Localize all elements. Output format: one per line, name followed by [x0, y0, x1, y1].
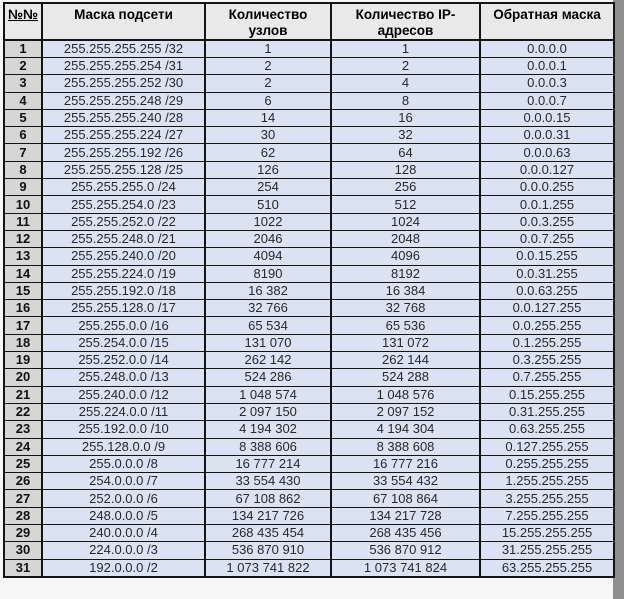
- host-count-cell: 16 777 214: [205, 455, 331, 472]
- subnet-mask-cell: 255.192.0.0 /10: [42, 421, 205, 438]
- row-number-cell: 29: [4, 525, 42, 542]
- ip-count-cell: 2048: [331, 230, 480, 247]
- ip-count-cell: 4: [331, 75, 480, 92]
- subnet-mask-cell: 255.240.0.0 /12: [42, 386, 205, 403]
- table-row: [4, 421, 614, 438]
- subnet-mask-cell: 255.255.128.0 /17: [42, 300, 205, 317]
- row-number-cell: 14: [4, 265, 42, 282]
- host-count-cell: 2: [205, 58, 331, 75]
- table-row: [4, 196, 614, 213]
- ip-count-cell: 67 108 864: [331, 490, 480, 507]
- row-number-cell: 7: [4, 144, 42, 161]
- wildcard-mask-cell: 0.255.255.255: [480, 455, 614, 472]
- row-number-cell: 20: [4, 369, 42, 386]
- table-row: [4, 282, 614, 299]
- table-row: [4, 248, 614, 265]
- host-count-cell: 62: [205, 144, 331, 161]
- column-header-number: №№: [4, 3, 42, 40]
- subnet-mask-cell: 224.0.0.0 /3: [42, 542, 205, 559]
- subnet-mask-cell: 252.0.0.0 /6: [42, 490, 205, 507]
- header-row: [4, 3, 614, 40]
- subnet-mask-cell: 255.255.248.0 /21: [42, 230, 205, 247]
- subnet-mask-cell: 255.255.224.0 /19: [42, 265, 205, 282]
- host-count-cell: 16 382: [205, 282, 331, 299]
- ip-count-cell: 512: [331, 196, 480, 213]
- ip-count-cell: 1 048 576: [331, 386, 480, 403]
- table-row: [4, 369, 614, 386]
- subnet-mask-cell: 255.255.240.0 /20: [42, 248, 205, 265]
- subnet-mask-cell: 255.255.255.252 /30: [42, 75, 205, 92]
- row-number-cell: 31: [4, 559, 42, 577]
- wildcard-mask-cell: 0.0.1.255: [480, 196, 614, 213]
- wildcard-mask-cell: 0.0.127.255: [480, 300, 614, 317]
- ip-count-cell: 131 072: [331, 334, 480, 351]
- ip-count-cell: 8: [331, 92, 480, 109]
- host-count-cell: 2: [205, 75, 331, 92]
- table-row: [4, 525, 614, 542]
- row-number-cell: 18: [4, 334, 42, 351]
- table-row: [4, 473, 614, 490]
- row-number-cell: 4: [4, 92, 42, 109]
- table-row: [4, 179, 614, 196]
- host-count-cell: 131 070: [205, 334, 331, 351]
- ip-count-cell: 16: [331, 109, 480, 126]
- host-count-cell: 1 073 741 822: [205, 559, 331, 577]
- wildcard-mask-cell: 0.7.255.255: [480, 369, 614, 386]
- wildcard-mask-cell: 0.0.15.255: [480, 248, 614, 265]
- host-count-cell: 65 534: [205, 317, 331, 334]
- ip-count-cell: 2 097 152: [331, 403, 480, 420]
- wildcard-mask-cell: 0.0.0.127: [480, 161, 614, 178]
- subnet-mask-cell: 255.0.0.0 /8: [42, 455, 205, 472]
- ip-count-cell: 134 217 728: [331, 507, 480, 524]
- ip-count-cell: 16 777 216: [331, 455, 480, 472]
- wildcard-mask-cell: 0.0.255.255: [480, 317, 614, 334]
- table-row: [4, 265, 614, 282]
- wildcard-mask-cell: 0.0.0.31: [480, 127, 614, 144]
- table-row: [4, 455, 614, 472]
- table-row: [4, 559, 614, 577]
- host-count-cell: 8 388 606: [205, 438, 331, 455]
- row-number-cell: 25: [4, 455, 42, 472]
- host-count-cell: 524 286: [205, 369, 331, 386]
- ip-count-cell: 65 536: [331, 317, 480, 334]
- column-header-subnet-mask: Маска подсети: [42, 3, 205, 40]
- wildcard-mask-cell: 0.0.7.255: [480, 230, 614, 247]
- wildcard-mask-cell: 0.0.0.255: [480, 179, 614, 196]
- ip-count-cell: 4096: [331, 248, 480, 265]
- row-number-cell: 5: [4, 109, 42, 126]
- ip-count-cell: 16 384: [331, 282, 480, 299]
- row-number-cell: 24: [4, 438, 42, 455]
- row-number-cell: 11: [4, 213, 42, 230]
- wildcard-mask-cell: 31.255.255.255: [480, 542, 614, 559]
- ip-count-cell: 536 870 912: [331, 542, 480, 559]
- host-count-cell: 2046: [205, 230, 331, 247]
- wildcard-mask-cell: 0.3.255.255: [480, 352, 614, 369]
- host-count-cell: 134 217 726: [205, 507, 331, 524]
- subnet-mask-cell: 254.0.0.0 /7: [42, 473, 205, 490]
- wildcard-mask-cell: 0.127.255.255: [480, 438, 614, 455]
- host-count-cell: 1022: [205, 213, 331, 230]
- wildcard-mask-cell: 0.0.0.0: [480, 40, 614, 58]
- table-header: [4, 3, 614, 40]
- host-count-cell: 2 097 150: [205, 403, 331, 420]
- table-row: [4, 58, 614, 75]
- subnet-mask-cell: 248.0.0.0 /5: [42, 507, 205, 524]
- subnet-mask-cell: 255.255.254.0 /23: [42, 196, 205, 213]
- row-number-cell: 30: [4, 542, 42, 559]
- ip-count-cell: 268 435 456: [331, 525, 480, 542]
- ip-count-cell: 1024: [331, 213, 480, 230]
- wildcard-mask-cell: 0.0.0.63: [480, 144, 614, 161]
- row-number-cell: 6: [4, 127, 42, 144]
- table-row: [4, 300, 614, 317]
- table-row: [4, 438, 614, 455]
- wildcard-mask-cell: 7.255.255.255: [480, 507, 614, 524]
- subnet-mask-cell: 255.255.255.255 /32: [42, 40, 205, 58]
- host-count-cell: 262 142: [205, 352, 331, 369]
- subnet-mask-cell: 240.0.0.0 /4: [42, 525, 205, 542]
- wildcard-mask-cell: 0.15.255.255: [480, 386, 614, 403]
- wildcard-mask-cell: 0.0.0.1: [480, 58, 614, 75]
- subnet-mask-cell: 255.252.0.0 /14: [42, 352, 205, 369]
- wildcard-mask-cell: 0.0.63.255: [480, 282, 614, 299]
- host-count-cell: 67 108 862: [205, 490, 331, 507]
- host-count-cell: 126: [205, 161, 331, 178]
- subnet-mask-table: [3, 2, 615, 578]
- table-row: [4, 40, 614, 58]
- wildcard-mask-cell: 15.255.255.255: [480, 525, 614, 542]
- row-number-cell: 8: [4, 161, 42, 178]
- table-row: [4, 403, 614, 420]
- wildcard-mask-cell: 1.255.255.255: [480, 473, 614, 490]
- subnet-mask-cell: 255.255.255.0 /24: [42, 179, 205, 196]
- ip-count-cell: 32: [331, 127, 480, 144]
- host-count-cell: 14: [205, 109, 331, 126]
- ip-count-cell: 256: [331, 179, 480, 196]
- subnet-mask-cell: 255.255.255.254 /31: [42, 58, 205, 75]
- row-number-cell: 23: [4, 421, 42, 438]
- column-header-ip-count: Количество IP-адресов: [331, 3, 480, 40]
- subnet-mask-cell: 192.0.0.0 /2: [42, 559, 205, 577]
- row-number-cell: 9: [4, 179, 42, 196]
- host-count-cell: 4 194 302: [205, 421, 331, 438]
- ip-count-cell: 33 554 432: [331, 473, 480, 490]
- ip-count-cell: 1: [331, 40, 480, 58]
- table-row: [4, 542, 614, 559]
- row-number-cell: 10: [4, 196, 42, 213]
- wildcard-mask-cell: 0.0.0.7: [480, 92, 614, 109]
- row-number-cell: 2: [4, 58, 42, 75]
- subnet-mask-cell: 255.255.255.248 /29: [42, 92, 205, 109]
- row-number-cell: 27: [4, 490, 42, 507]
- host-count-cell: 8190: [205, 265, 331, 282]
- subnet-mask-cell: 255.255.0.0 /16: [42, 317, 205, 334]
- row-number-cell: 28: [4, 507, 42, 524]
- wildcard-mask-cell: 0.0.3.255: [480, 213, 614, 230]
- table-row: [4, 317, 614, 334]
- table-row: [4, 386, 614, 403]
- ip-count-cell: 8 388 608: [331, 438, 480, 455]
- ip-count-cell: 8192: [331, 265, 480, 282]
- host-count-cell: 268 435 454: [205, 525, 331, 542]
- ip-count-cell: 64: [331, 144, 480, 161]
- column-header-wildcard-mask: Обратная маска: [480, 3, 614, 40]
- row-number-cell: 21: [4, 386, 42, 403]
- ip-count-cell: 32 768: [331, 300, 480, 317]
- table-row: [4, 334, 614, 351]
- ip-count-cell: 4 194 304: [331, 421, 480, 438]
- host-count-cell: 6: [205, 92, 331, 109]
- wildcard-mask-cell: 0.63.255.255: [480, 421, 614, 438]
- row-number-cell: 12: [4, 230, 42, 247]
- ip-count-cell: 1 073 741 824: [331, 559, 480, 577]
- row-number-cell: 16: [4, 300, 42, 317]
- host-count-cell: 32 766: [205, 300, 331, 317]
- table-body: [4, 40, 614, 577]
- host-count-cell: 30: [205, 127, 331, 144]
- host-count-cell: 1 048 574: [205, 386, 331, 403]
- table-row: [4, 490, 614, 507]
- table-row: [4, 213, 614, 230]
- subnet-mask-cell: 255.255.255.128 /25: [42, 161, 205, 178]
- table-row: [4, 161, 614, 178]
- ip-count-cell: 262 144: [331, 352, 480, 369]
- table-row: [4, 352, 614, 369]
- wildcard-mask-cell: 63.255.255.255: [480, 559, 614, 577]
- subnet-mask-cell: 255.255.255.192 /26: [42, 144, 205, 161]
- row-number-cell: 26: [4, 473, 42, 490]
- subnet-mask-cell: 255.224.0.0 /11: [42, 403, 205, 420]
- row-number-cell: 3: [4, 75, 42, 92]
- table-row: [4, 127, 614, 144]
- host-count-cell: 4094: [205, 248, 331, 265]
- wildcard-mask-cell: 0.0.0.3: [480, 75, 614, 92]
- host-count-cell: 510: [205, 196, 331, 213]
- subnet-mask-cell: 255.255.255.240 /28: [42, 109, 205, 126]
- wildcard-mask-cell: 0.0.0.15: [480, 109, 614, 126]
- wildcard-mask-cell: 0.0.31.255: [480, 265, 614, 282]
- wildcard-mask-cell: 0.31.255.255: [480, 403, 614, 420]
- ip-count-cell: 2: [331, 58, 480, 75]
- ip-count-cell: 524 288: [331, 369, 480, 386]
- row-number-cell: 15: [4, 282, 42, 299]
- host-count-cell: 254: [205, 179, 331, 196]
- host-count-cell: 536 870 910: [205, 542, 331, 559]
- wildcard-mask-cell: 3.255.255.255: [480, 490, 614, 507]
- column-header-host-count: Количество узлов: [205, 3, 331, 40]
- table-row: [4, 92, 614, 109]
- table-row: [4, 75, 614, 92]
- subnet-mask-cell: 255.255.252.0 /22: [42, 213, 205, 230]
- table-row: [4, 230, 614, 247]
- row-number-cell: 17: [4, 317, 42, 334]
- wildcard-mask-cell: 0.1.255.255: [480, 334, 614, 351]
- subnet-mask-cell: 255.254.0.0 /15: [42, 334, 205, 351]
- row-number-cell: 22: [4, 403, 42, 420]
- row-number-cell: 1: [4, 40, 42, 58]
- host-count-cell: 33 554 430: [205, 473, 331, 490]
- row-number-cell: 13: [4, 248, 42, 265]
- table-row: [4, 507, 614, 524]
- row-number-cell: 19: [4, 352, 42, 369]
- ip-count-cell: 128: [331, 161, 480, 178]
- subnet-mask-cell: 255.248.0.0 /13: [42, 369, 205, 386]
- subnet-mask-cell: 255.255.192.0 /18: [42, 282, 205, 299]
- host-count-cell: 1: [205, 40, 331, 58]
- table-row: [4, 109, 614, 126]
- subnet-mask-cell: 255.255.255.224 /27: [42, 127, 205, 144]
- subnet-mask-cell: 255.128.0.0 /9: [42, 438, 205, 455]
- table-row: [4, 144, 614, 161]
